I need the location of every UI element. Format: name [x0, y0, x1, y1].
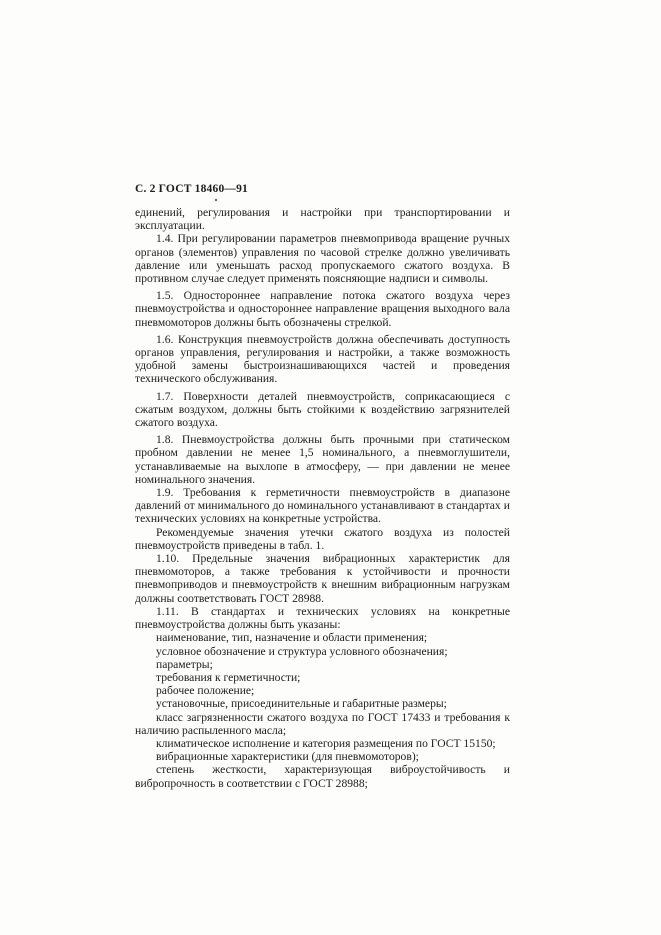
paragraph-continuation: единений, регулирования и настройки при транспортировании и эксплуатации.	[135, 206, 510, 233]
paragraph-1-8: 1.8. Пневмоустройства должны быть прочными при статическом пробном давлении не менее 1,5 номинального, а пневмоглушители, устанавливаемые на выхлопе в атмосферу, — при давлении не менее номинального значения.	[135, 433, 510, 486]
list-item: наименование, тип, назначение и области применения;	[156, 631, 428, 645]
paragraph-recommended: Рекомендуемые значения утечки сжатого воздуха из полостей пневмоустройств приведены в табл. 1.	[135, 525, 510, 552]
list-item: установочные, присоединительные и габаритные размеры;	[156, 697, 447, 711]
list-item: климатическое исполнение и категория размещения по ГОСТ 15150;	[156, 736, 496, 750]
body-text	[135, 206, 510, 790]
paragraph-1-6: 1.6. Конструкция пневмоустройств должна обеспечивать доступность органов управления, регулирования и настройки, а также возможность удобной замены быстроизнашивающихся частей и проведения технического обслуживания.	[135, 332, 510, 386]
list-item: условное обозначение и структура условного обозначения;	[156, 644, 448, 658]
page-header: С. 2 ГОСТ 18460—91	[135, 183, 248, 195]
list-item: вибрационные характеристики (для пневмомоторов);	[156, 750, 419, 764]
paragraph-1-5: 1.5. Одностороннее направление потока сжатого воздуха через пневмоустройства и одностороннее направление вращения выходного вала пневмомоторов должны быть обозначены стрелкой.	[135, 289, 510, 329]
paragraph-1-9: 1.9. Требования к герметичности пневмоустройств в диапазоне давлений от минимального до номинального устанавливают в стандартах и технических условиях на конкретные устройства.	[135, 486, 510, 526]
paragraph-1-11: 1.11. В стандартах и технических условиях на конкретные пневмоустройства должны быть указаны:	[135, 604, 510, 632]
paragraph-1-10: 1.10. Предельные значения вибрационных характеристик для пневмомоторов, а также требования к устойчивости и прочности пневмоприводов и пневмоустройств к внешним вибрационным нагрузкам должны соответствовать ГОСТ 28988.	[135, 552, 510, 605]
list-item: класс загрязненности сжатого воздуха по ГОСТ 17433 и требования к наличию распыленного масла;	[135, 710, 510, 737]
list-item: степень жесткости, характеризующая виброустойчивость и вибропрочность в соответствии с ГОСТ 28988;	[135, 763, 510, 790]
print-speck	[215, 199, 217, 201]
paragraph-1-7: 1.7. Поверхности деталей пневмоустройств, соприкасающиеся с сжатым воздухом, должны быть стойкими к воздействию загрязнителей сжатого воздуха.	[135, 389, 510, 430]
list-item: требования к герметичности;	[156, 670, 301, 684]
list-item: параметры;	[156, 657, 213, 671]
list-item: рабочее положение;	[156, 684, 255, 698]
paragraph-1-4: 1.4. При регулировании параметров пневмопривода вращение ручных органов (элементов) управления по часовой стрелке должно увеличивать давление или уменьшать расход пропускаемого сжатого воздуха. В противном случае следует применять поясняющие надписи и символы.	[135, 232, 510, 286]
